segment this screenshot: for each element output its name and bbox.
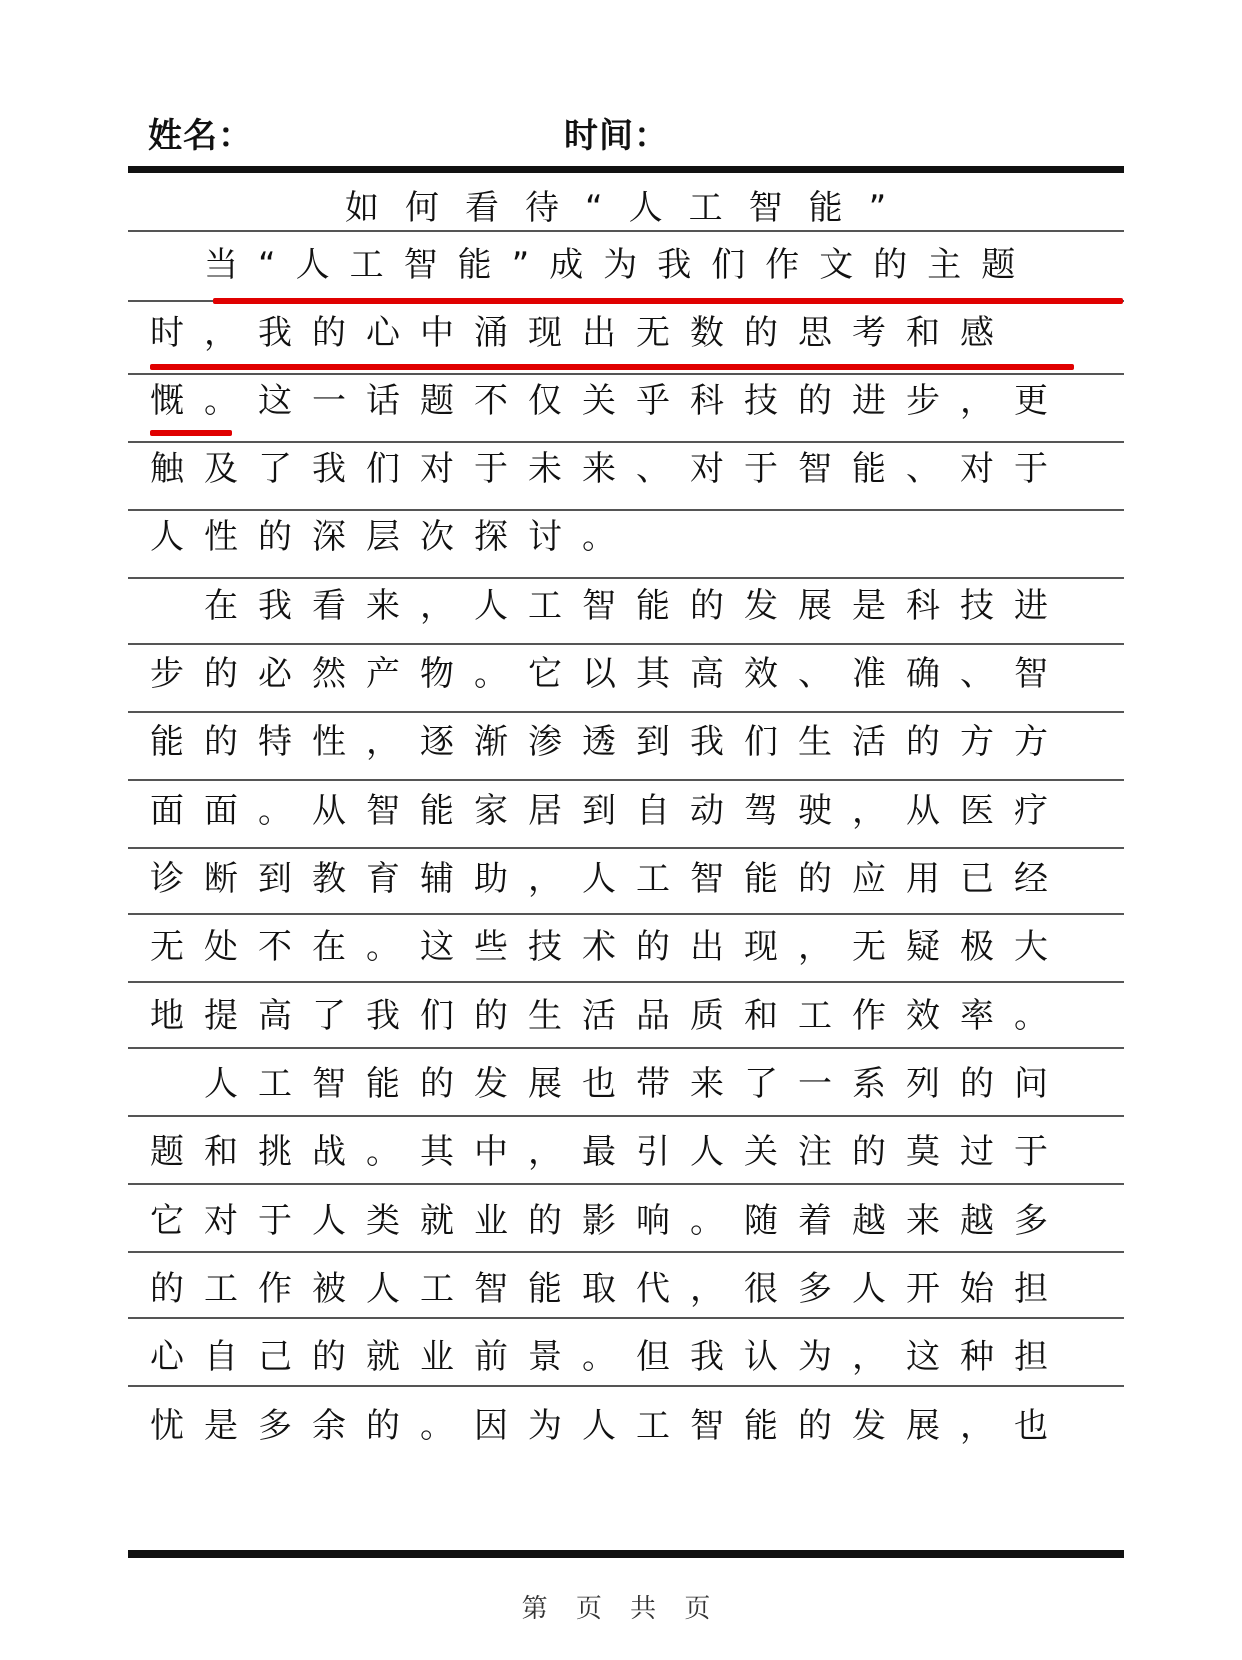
- bottom-border-rule: [128, 1550, 1124, 1558]
- time-label: 时间：: [564, 116, 669, 156]
- ruled-line: [128, 1317, 1124, 1319]
- essay-line: 当“人工智能”成为我们作文的主题: [150, 245, 1036, 285]
- ruled-line: [128, 711, 1124, 713]
- top-border-rule: [128, 166, 1124, 173]
- essay-line: 的工作被人工智能取代，很多人开始担: [150, 1269, 1068, 1309]
- ruled-line: [128, 441, 1124, 443]
- red-underline: [213, 298, 1123, 304]
- ruled-line: [128, 1251, 1124, 1253]
- name-label: 姓名：: [148, 116, 253, 156]
- essay-line: 能的特性，逐渐渗透到我们生活的方方: [150, 722, 1068, 762]
- essay-line: 它对于人类就业的影响。随着越来越多: [150, 1201, 1068, 1241]
- ruled-line: [128, 981, 1124, 983]
- essay-line: 心自己的就业前景。但我认为，这种担: [150, 1337, 1068, 1377]
- essay-title: 如何看待“人工智能”: [345, 188, 913, 228]
- ruled-line: [128, 779, 1124, 781]
- essay-line: 人工智能的发展也带来了一系列的问: [150, 1064, 1068, 1104]
- ruled-line: [128, 577, 1124, 579]
- ruled-line: [128, 913, 1124, 915]
- ruled-line: [128, 509, 1124, 511]
- essay-line: 地提高了我们的生活品质和工作效率。: [150, 996, 1068, 1036]
- essay-line: 慨。这一话题不仅关乎科技的进步，更: [150, 381, 1068, 421]
- essay-line: 触及了我们对于未来、对于智能、对于: [150, 449, 1068, 489]
- essay-line: 题和挑战。其中，最引人关注的莫过于: [150, 1132, 1068, 1172]
- ruled-line: [128, 643, 1124, 645]
- essay-line: 人性的深层次探讨。: [150, 517, 636, 557]
- page-number-footer: 第 页 共 页: [521, 1594, 721, 1624]
- ruled-line: [128, 230, 1124, 232]
- ruled-line: [128, 1385, 1124, 1387]
- essay-line: 在我看来，人工智能的发展是科技进: [150, 586, 1068, 626]
- ruled-line: [128, 1183, 1124, 1185]
- essay-line: 无处不在。这些技术的出现，无疑极大: [150, 927, 1068, 967]
- ruled-line: [128, 373, 1124, 375]
- red-underline: [150, 430, 232, 436]
- ruled-line: [128, 1115, 1124, 1117]
- ruled-line: [128, 847, 1124, 849]
- essay-line: 诊断到教育辅助，人工智能的应用已经: [150, 859, 1068, 899]
- essay-line: 步的必然产物。它以其高效、准确、智: [150, 654, 1068, 694]
- essay-line: 忧是多余的。因为人工智能的发展，也: [150, 1406, 1068, 1446]
- red-underline: [150, 364, 1074, 370]
- essay-line: 面面。从智能家居到自动驾驶，从医疗: [150, 791, 1068, 831]
- essay-line: 时，我的心中涌现出无数的思考和感: [150, 313, 1014, 353]
- ruled-line: [128, 1047, 1124, 1049]
